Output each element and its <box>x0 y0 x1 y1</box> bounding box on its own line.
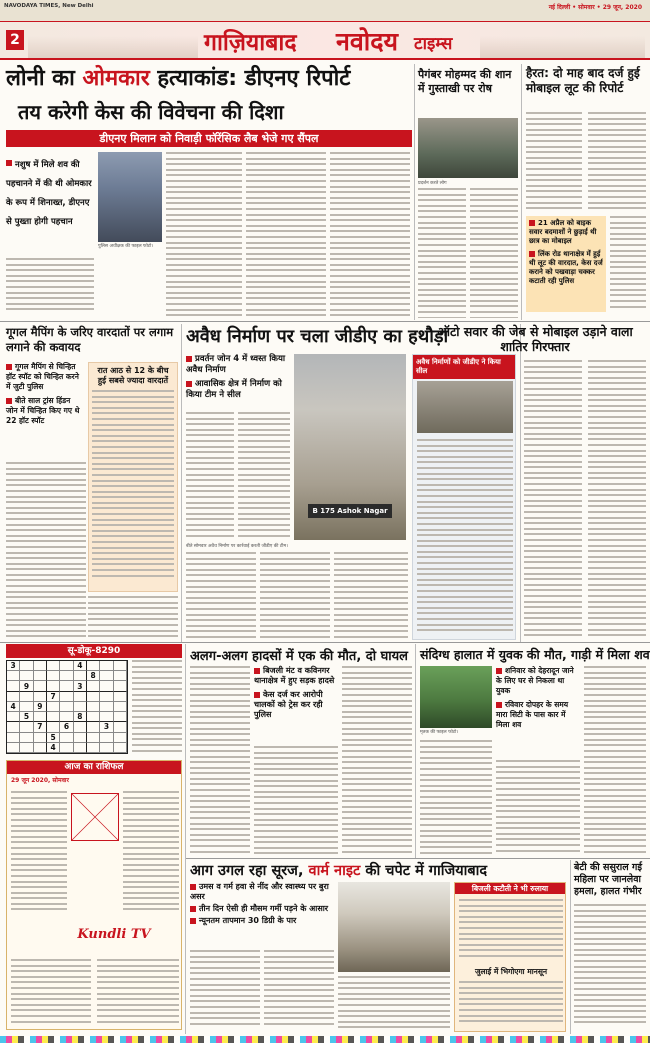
accidents-text-3 <box>342 666 412 856</box>
sudoku-cell: 9 <box>20 681 33 691</box>
sudoku-cell <box>114 671 127 681</box>
skyline-art <box>28 36 198 58</box>
gda-photo-sign: B 175 Ashok Nagar <box>308 504 392 518</box>
kundli-logo <box>69 915 159 955</box>
bullet-icon <box>529 220 535 226</box>
google-text-1 <box>6 462 86 640</box>
gda-text-2 <box>238 412 290 542</box>
sudoku-cell <box>74 722 87 732</box>
suspicious-text-1 <box>420 740 492 856</box>
dowry-headline: बेटी की ससुराल गई महिला पर जानलेवा हमला, हालत गंभीर <box>574 862 642 897</box>
sudoku-cell <box>34 671 47 681</box>
lead-headline-part1: लोनी का <box>6 66 83 91</box>
accidents-bullet-text-1: बिजली मंट व कविनगर थानाक्षेत्र में हुए सड़क हादसे <box>254 666 335 685</box>
section-rule <box>0 642 650 643</box>
gda-photo <box>294 354 406 540</box>
accidents-bullet-1 <box>254 666 338 686</box>
section-rule <box>186 858 650 859</box>
lead-col2-text <box>166 152 242 317</box>
sudoku-cell <box>20 692 33 702</box>
google-highlight-title: रात आठ से 12 के बीच हुई सबसे ज्यादा वारदातें <box>97 366 169 385</box>
sudoku-cell <box>7 733 20 743</box>
heat-text-3 <box>338 976 450 1032</box>
lead-side-text: नशुष में मिले शव की पहचानने में की थी ओमकार के रूप में शिनाख्त, डीएनए से पुख्ता होगी पहचान <box>6 160 92 227</box>
july-monsoon-text <box>459 981 563 1029</box>
gda-bullet-1 <box>186 354 290 376</box>
skyline-art-right <box>480 36 645 58</box>
sudoku-cell <box>114 661 127 671</box>
mobile-headline: हैरत: दो माह बाद दर्ज हुई मोबाइल लूट की रिपोर्ट <box>526 66 640 95</box>
mobile-box-item-2 <box>529 250 603 286</box>
gda-photo-caption: बीते सोमवार अवैध निर्माण पर कार्रवाई करती जीडीए की टीम। <box>186 544 288 549</box>
sudoku-cell <box>47 712 60 722</box>
bullet-icon <box>6 398 12 404</box>
auto-text-2 <box>588 360 646 640</box>
masthead-title: गाज़ियाबाद <box>204 30 297 56</box>
sudoku-cell <box>100 743 113 753</box>
sudoku-cell <box>60 712 73 722</box>
gda-bullets <box>186 354 290 401</box>
sudoku-cell <box>60 661 73 671</box>
sudoku-cell <box>87 712 100 722</box>
rashifal-title: आज का राशिफल <box>7 761 181 774</box>
heat-bullets <box>190 882 334 926</box>
suspicious-caption: मृतक की फाइल फोटो। <box>420 730 459 735</box>
sudoku-cell: 4 <box>47 743 60 753</box>
power-cut-title: बिजली कटौती ने भी रुलाया <box>455 883 565 894</box>
sudoku-cell <box>100 661 113 671</box>
lead-col4-text <box>330 152 410 317</box>
sudoku-cell <box>114 692 127 702</box>
registration-marks <box>0 1036 650 1043</box>
protest-text-1 <box>418 188 466 318</box>
sudoku-cell <box>34 661 47 671</box>
sudoku-cell <box>7 722 20 732</box>
sudoku-cell: 4 <box>7 702 20 712</box>
sudoku-cell <box>34 692 47 702</box>
sudoku-cell: 9 <box>34 702 47 712</box>
bullet-icon <box>6 364 12 370</box>
bullet-icon <box>496 668 502 674</box>
edition-label: NAVODAYA TIMES, New Delhi <box>4 3 94 9</box>
heat-bullet-text-3: न्यूनतम तापमान 30 डिग्री के पार <box>199 916 297 925</box>
auto-text-1 <box>524 360 582 640</box>
bullet-icon <box>190 906 196 912</box>
sudoku-cell <box>7 692 20 702</box>
mobile-text-2 <box>588 112 646 212</box>
kundli-brand: Kundli TV <box>77 927 151 942</box>
rashifal-text-1 <box>11 791 67 911</box>
col-rule <box>521 64 522 320</box>
sudoku-cell <box>100 712 113 722</box>
gda-inset-photo <box>417 381 513 433</box>
sudoku-cell <box>100 702 113 712</box>
suspicious-bullet-text-2: रविवार दोपहर के समय मारा सिटी के पास कार में मिला शव <box>496 700 569 729</box>
heat-bullet-2 <box>190 904 334 914</box>
sudoku-cell <box>74 702 87 712</box>
sudoku-cell: 5 <box>47 733 60 743</box>
heat-headline-highlight: वार्म नाइट <box>308 863 361 879</box>
sudoku-cell <box>114 702 127 712</box>
rashifal-text-3 <box>11 959 91 1027</box>
sudoku-cell <box>74 733 87 743</box>
protest-headline: पैगंबर मोहम्मद की शान में गुस्ताखी पर रोष <box>418 68 512 95</box>
bullet-icon <box>254 692 260 698</box>
top-strip <box>0 0 650 22</box>
col-rule <box>570 860 571 1034</box>
google-bullet-1 <box>6 362 84 392</box>
sudoku-grid <box>6 660 128 754</box>
lead-headline-line2: तय करेगी केस की विवेचना की दिशा <box>18 100 284 124</box>
sudoku-cell <box>20 722 33 732</box>
heat-bullet-text-1: उमस व गर्म हवा से नींद और स्वास्थ्य पर बुरा असर <box>190 882 329 901</box>
suspicious-bullet-1 <box>496 666 580 696</box>
google-headline: गूगल मैपिंग के जरिए वारदातों पर लगाम लगाने की कवायद <box>6 325 174 354</box>
mobile-text-3 <box>610 216 646 312</box>
sudoku-cell: 8 <box>87 671 100 681</box>
sudoku-cell <box>20 671 33 681</box>
mobile-box-text-1: 21 अप्रैल को बाइक सवार बदमाशों ने छुड़ाई थी छात्र का मोबाइल <box>529 219 597 245</box>
sudoku-cell <box>47 702 60 712</box>
sudoku-cell <box>47 722 60 732</box>
sudoku-cell <box>20 743 33 753</box>
sudoku-cell: 8 <box>74 712 87 722</box>
sudoku-cell <box>7 671 20 681</box>
lead-deck: डीएनए मिलान को निवाड़ी फॉरेंसिक लैब भेजे गए सैंपल <box>6 130 412 147</box>
sudoku-cell <box>20 661 33 671</box>
sudoku-cell <box>114 712 127 722</box>
sudoku-cell <box>34 733 47 743</box>
lead-photo-caption: पुलिस अधीक्षक की फाइल फोटो। <box>98 244 154 249</box>
sudoku-cell <box>47 671 60 681</box>
dateline: नई दिल्ली • सोमवार • 29 जून, 2020 <box>548 4 642 11</box>
suspicious-bullet-text-1: शनिवार को देहरादून जाने के लिए घर से निकला था युवक <box>496 666 574 695</box>
accidents-text-2 <box>254 746 338 856</box>
sudoku-cell <box>100 733 113 743</box>
sudoku-cell <box>60 692 73 702</box>
gda-bullet-2 <box>186 379 290 401</box>
suspicious-photo <box>420 666 492 728</box>
sudoku-cell <box>87 681 100 691</box>
sudoku-cell: 3 <box>100 722 113 732</box>
sudoku-cell <box>87 692 100 702</box>
sudoku-cell <box>114 733 127 743</box>
sudoku-cell <box>7 712 20 722</box>
google-text-2 <box>88 596 178 640</box>
section-rule <box>0 321 650 322</box>
sudoku-cell: 5 <box>20 712 33 722</box>
sudoku-cell <box>60 743 73 753</box>
google-highlight-box <box>88 362 178 592</box>
sudoku-cell <box>87 733 100 743</box>
sudoku-rules-text <box>132 660 182 754</box>
sudoku-cell <box>60 733 73 743</box>
bullet-icon <box>496 702 502 708</box>
sudoku-cell: 7 <box>47 692 60 702</box>
accidents-bullet-text-2: केस दर्ज कर आरोपी चालकों को ट्रेस कर रही पुलिस <box>254 690 323 719</box>
lead-headline <box>6 65 411 92</box>
heat-bullet-1 <box>190 882 334 902</box>
suspicious-headline: संदिग्ध हालात में युवक की मौत, गाड़ी में मिला शव <box>420 647 650 662</box>
col-rule <box>185 644 186 1034</box>
sudoku-cell <box>47 681 60 691</box>
page-number: 2 <box>6 30 24 50</box>
sudoku-cell <box>34 681 47 691</box>
lead-headline-highlight: ओमकार <box>82 66 150 91</box>
protest-photo-caption: प्रदर्शन करते लोग <box>418 181 447 186</box>
sudoku-cell <box>74 671 87 681</box>
rashifal-date: 29 जून 2020, सोमवार <box>11 777 69 784</box>
gda-text-3 <box>186 552 256 640</box>
sudoku-cell <box>100 692 113 702</box>
gda-inset <box>412 354 516 640</box>
gda-inset-text <box>417 439 513 635</box>
sudoku-cell <box>87 743 100 753</box>
sudoku-cell <box>7 743 20 753</box>
suspicious-text-3 <box>584 666 646 856</box>
sudoku-cell <box>60 681 73 691</box>
gda-text-1 <box>186 412 234 542</box>
heat-headline-part2: की चपेट में गाजियाबाद <box>360 863 488 879</box>
sudoku-cell: 3 <box>74 681 87 691</box>
sudoku-cell <box>100 681 113 691</box>
dowry-text <box>574 904 646 1032</box>
sudoku-cell <box>114 722 127 732</box>
sudoku-cell <box>87 722 100 732</box>
suspicious-bullets <box>496 666 580 730</box>
sudoku-cell <box>20 733 33 743</box>
accidents-bullet-2 <box>254 690 338 720</box>
bullet-icon <box>6 160 12 166</box>
gda-text-5 <box>334 552 408 640</box>
bullet-icon <box>186 356 192 362</box>
heat-bullet-text-2: तीन दिन ऐसी ही मौसम गर्मी पड़ने के आसार <box>199 904 329 913</box>
masthead-brand-suffix: टाइम्स <box>414 34 453 54</box>
mobile-box-text-2: लिंक रोड थानाक्षेत्र में हुई थी लूट की वारदात, केस दर्ज कराने को पखवाड़ा चक्कर कटाती रही पुलिस <box>529 250 603 285</box>
accidents-headline: अलग-अलग हादसों में एक की मौत, दो घायल <box>190 649 408 664</box>
sudoku-cell <box>100 671 113 681</box>
sudoku-cell <box>114 681 127 691</box>
heat-bullet-3 <box>190 916 334 926</box>
sudoku-cell <box>60 702 73 712</box>
heat-text-1 <box>190 950 260 1032</box>
sudoku-cell <box>87 661 100 671</box>
sudoku-cell <box>34 712 47 722</box>
suspicious-bullet-2 <box>496 700 580 730</box>
sudoku-cell: 7 <box>34 722 47 732</box>
mobile-text-1 <box>526 112 582 212</box>
sudoku-title: सू-डोकू-8290 <box>6 644 182 658</box>
lead-side-bullet <box>6 152 94 228</box>
power-cut-box <box>454 882 566 1032</box>
google-bullet-text-2: बीते साल ट्रांस हिंडन जोन में चिन्हित किए गए थे 22 हॉट स्पॉट <box>6 396 80 425</box>
masthead-brand: नवोदय <box>336 27 399 56</box>
rashifal-text-4 <box>97 959 179 1027</box>
sudoku-cell <box>114 743 127 753</box>
lead-col1-text <box>6 258 94 318</box>
masthead <box>0 22 650 60</box>
auto-headline: ऑटो सवार की जेब से मोबाइल उड़ाने वाला शातिर गिरफ्तार <box>437 324 633 354</box>
mobile-highlight-box <box>526 216 606 312</box>
google-bullets <box>6 362 84 426</box>
protest-photo <box>418 118 518 178</box>
heat-headline-part1: आग उगल रहा सूरज, <box>190 863 309 879</box>
power-cut-text <box>459 899 563 963</box>
sudoku-cell <box>7 681 20 691</box>
lead-headline-part2: हत्याकांड: डीएनए रिपोर्ट <box>149 66 351 91</box>
sudoku-cell <box>47 661 60 671</box>
gda-inset-title: अवैध निर्माणों को जीडीए ने किया सील <box>413 355 515 379</box>
lead-photo <box>98 152 162 242</box>
accidents-bullets <box>254 666 338 720</box>
sudoku-cell: 6 <box>60 722 73 732</box>
google-bullet-2 <box>6 396 84 426</box>
sudoku-cell <box>34 743 47 753</box>
sudoku-cell <box>74 692 87 702</box>
rashifal-text-2 <box>123 791 179 911</box>
bullet-icon <box>186 381 192 387</box>
heat-headline <box>190 860 568 880</box>
bullet-icon <box>254 668 260 674</box>
gda-text-4 <box>260 552 330 640</box>
gda-bullet-text-1: प्रवर्तन जोन 4 में ध्वस्त किया अवैध निर्माण <box>186 354 286 375</box>
protest-text-2 <box>470 188 518 318</box>
heat-text-2 <box>264 950 334 1032</box>
bullet-icon <box>190 884 196 890</box>
sudoku-cell <box>20 702 33 712</box>
sudoku-cell: 3 <box>7 661 20 671</box>
lead-col3-text <box>246 152 326 317</box>
rashifal-box <box>6 760 182 1030</box>
google-highlight-text <box>92 390 174 580</box>
bullet-icon <box>190 918 196 924</box>
sudoku-cell <box>87 702 100 712</box>
sudoku-cell: 4 <box>74 661 87 671</box>
bullet-icon <box>529 251 535 257</box>
rashifal-chart <box>71 793 119 841</box>
mobile-box-item-1 <box>529 219 603 246</box>
col-rule <box>414 64 415 320</box>
accidents-text-1 <box>190 666 250 856</box>
col-rule <box>415 644 416 858</box>
gda-headline: अवैध निर्माण पर चला जीडीए का हथौड़ा <box>186 326 449 347</box>
heat-photo <box>338 882 450 972</box>
sudoku-cell <box>60 671 73 681</box>
july-monsoon-title: जुलाई में भिगोएगा मानसून <box>474 967 548 976</box>
gda-bullet-text-2: आवासिक क्षेत्र में निर्माण को किया टीम ने सील <box>186 379 282 400</box>
suspicious-text-2 <box>496 760 580 856</box>
col-rule <box>520 324 521 642</box>
sudoku-cell <box>74 743 87 753</box>
col-rule <box>181 324 182 642</box>
google-bullet-text-1: गूगल मैपिंग से चिन्हित हॉट स्पॉट को चिन्हित करने में जुटी पुलिस <box>6 362 79 391</box>
